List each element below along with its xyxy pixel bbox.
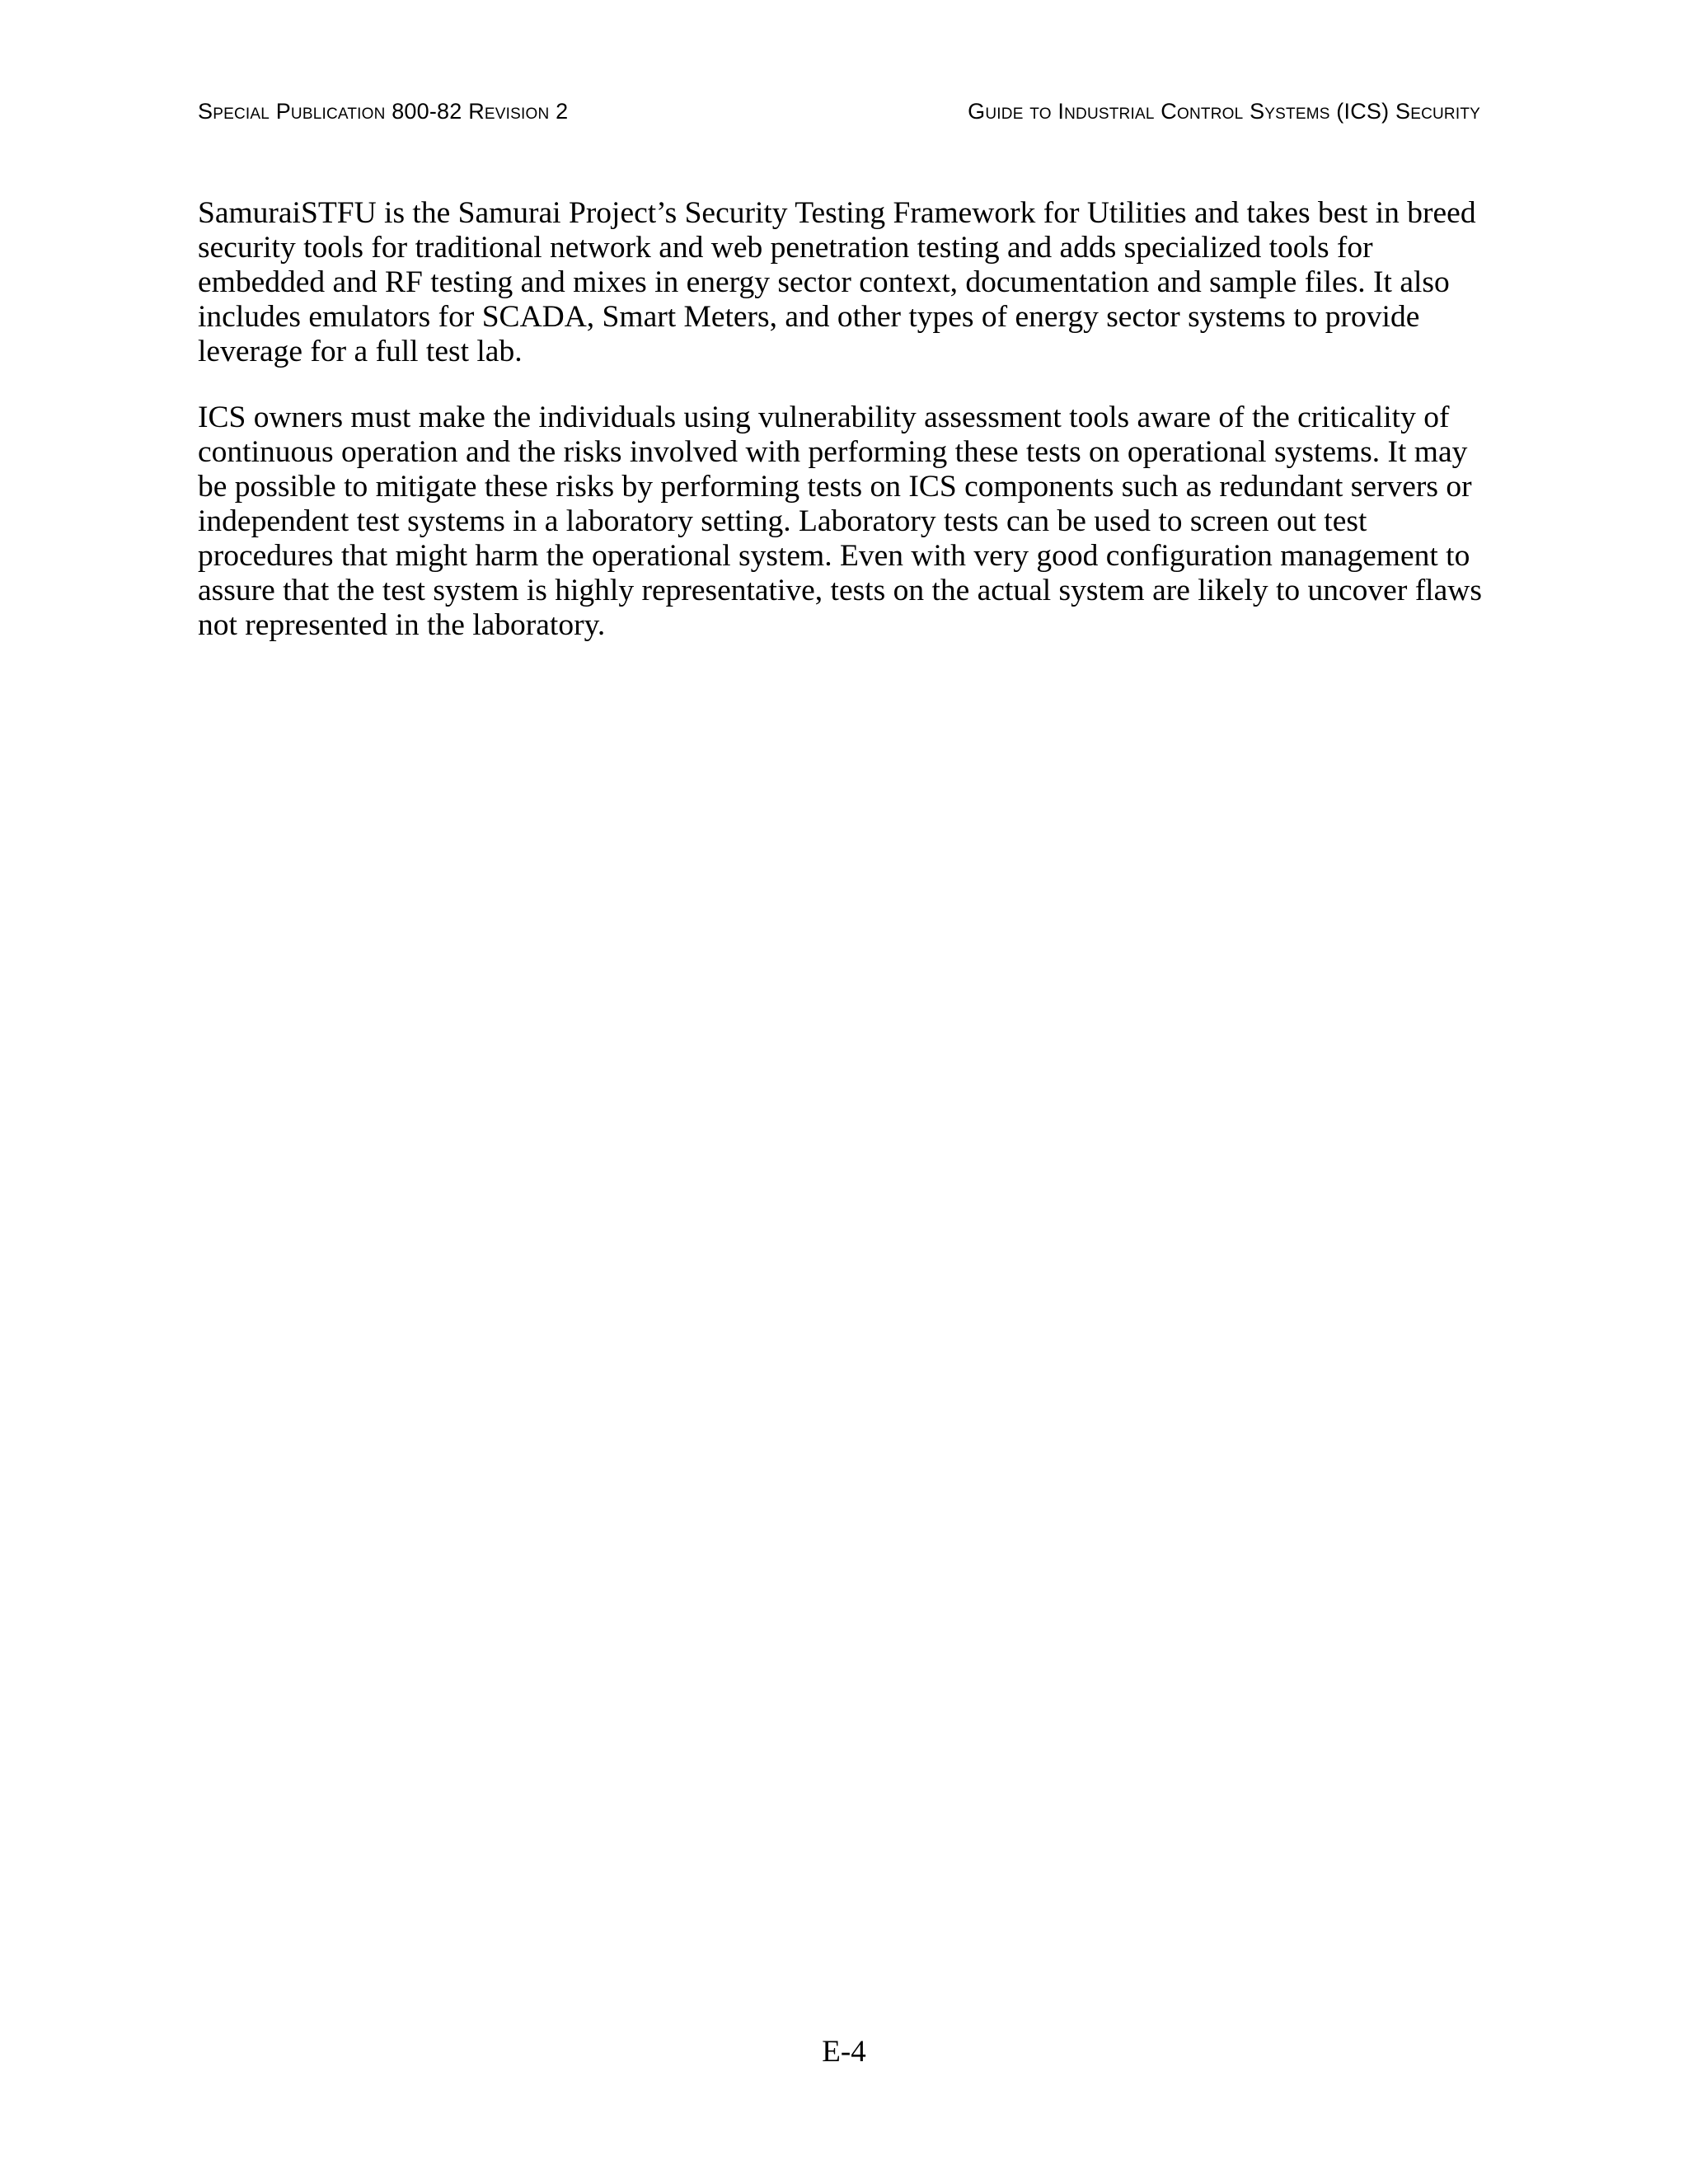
header-publication-title: Special Publication 800-82 Revision 2 <box>198 99 569 124</box>
page-number: E-4 <box>822 2035 866 2069</box>
running-header <box>198 99 1480 132</box>
header-guide-title: Guide to Industrial Control Systems (ICS) Security <box>968 99 1480 124</box>
paragraph-samuraistfu: SamuraiSTFU is the Samurai Project’s Security Testing Framework for Utilities and takes best in breed security tools for traditional network and web penetration testing and adds specialized tools for embedded and RF testing and mixes in energy sector context, documentation and sample files. It also includes emulators for SCADA, Smart Meters, and other types of energy sector systems to provide leverage for a full test lab. <box>198 196 1476 368</box>
paragraph-ics-owners: ICS owners must make the individuals using vulnerability assessment tools aware of the criticality of continuous operation and the risks involved with performing these tests on operational systems. It may be possible to mitigate these risks by performing tests on ICS components such as redundant servers or independent test systems in a laboratory setting. Laboratory tests can be used to screen out test procedures that might harm the operational system. Even with very good configuration management to assure that the test system is highly representative, tests on the actual system are likely to uncover flaws not represented in the laboratory. <box>198 401 1482 642</box>
document-body <box>198 196 1484 674</box>
